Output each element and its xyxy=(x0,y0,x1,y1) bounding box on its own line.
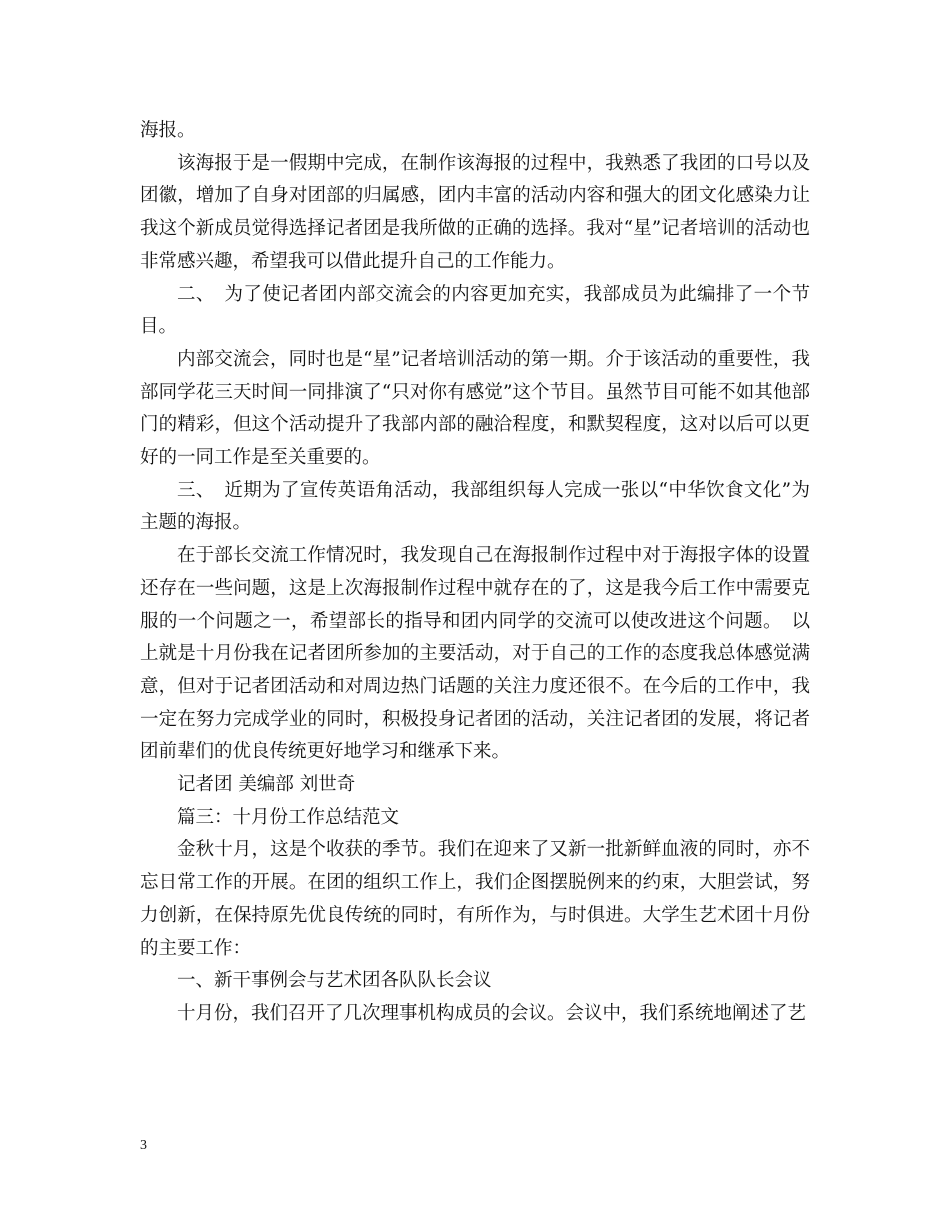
section-heading: 二、 为了使记者团内部交流会的内容更加充实，我部成员为此编排了一个节目。 xyxy=(140,283,810,338)
section-heading: 三、 近期为了宣传英语角活动，我部组织每人完成一张以“中华饮食文化”为主题的海报。 xyxy=(140,479,810,534)
paragraph: 内部交流会，同时也是“星”记者培训活动的第一期。介于该活动的重要性，我部同学花三天时间一同排演了“只对你有感觉”这个节目。虽然节目可能不如其他部门的精彩，但这个活动提升了我部内部的融洽程度，和默契程度，这对以后可以更好的一同工作是至关重要的。 xyxy=(140,348,810,469)
section-heading: 一、新干事例会与艺术团各队队长会议 xyxy=(177,970,492,992)
signature-line: 记者团 美编部 刘世奇 xyxy=(177,774,356,796)
article-title: 篇三：十月份工作总结范文 xyxy=(177,806,400,828)
page-number: 3 xyxy=(140,1138,147,1153)
paragraph: 在于部长交流工作情况时，我发现自己在海报制作过程中对于海报字体的设置还存在一些问题，这是上次海报制作过程中就存在的了，这是我今后工作中需要克服的一个问题之一，希望部长的指导和团内同学的交流可以使改进这个问题。 以上就是十月份我在记者团所参加的主要活动，对于自己的工作的态度我总体感觉满意，但对于记者团活动和对周边热门话题的关注力度还很不。在今后的工作中，我一定在努力完成学业的同时，积极投身记者团的活动，关注记者团的发展，将记者团前辈们的优良传统更好地学习和继承下来。 xyxy=(140,545,810,763)
document-body xyxy=(140,115,810,1031)
paragraph: 金秋十月，这是个收获的季节。我们在迎来了又新一批新鲜血液的同时，亦不忘日常工作的开展。在团的组织工作上，我们企图摆脱例来的约束，大胆尝试，努力创新，在保持原先优良传统的同时，有所作为，与时俱进。大学生艺术团十月份的主要工作： xyxy=(140,839,810,959)
paragraph: 十月份，我们召开了几次理事机构成员的会议。会议中，我们系统地阐述了艺 xyxy=(177,1002,807,1024)
paragraph: 海报。 xyxy=(140,120,196,141)
paragraph: 该海报于是一假期中完成，在制作该海报的过程中，我熟悉了我团的口号以及团徽，增加了自身对团部的归属感，团内丰富的活动内容和强大的团文化感染力让我这个新成员觉得选择记者团是我所做的正确的选择。我对“星”记者培训的活动也非常感兴趣，希望我可以借此提升自己的工作能力。 xyxy=(140,152,810,272)
